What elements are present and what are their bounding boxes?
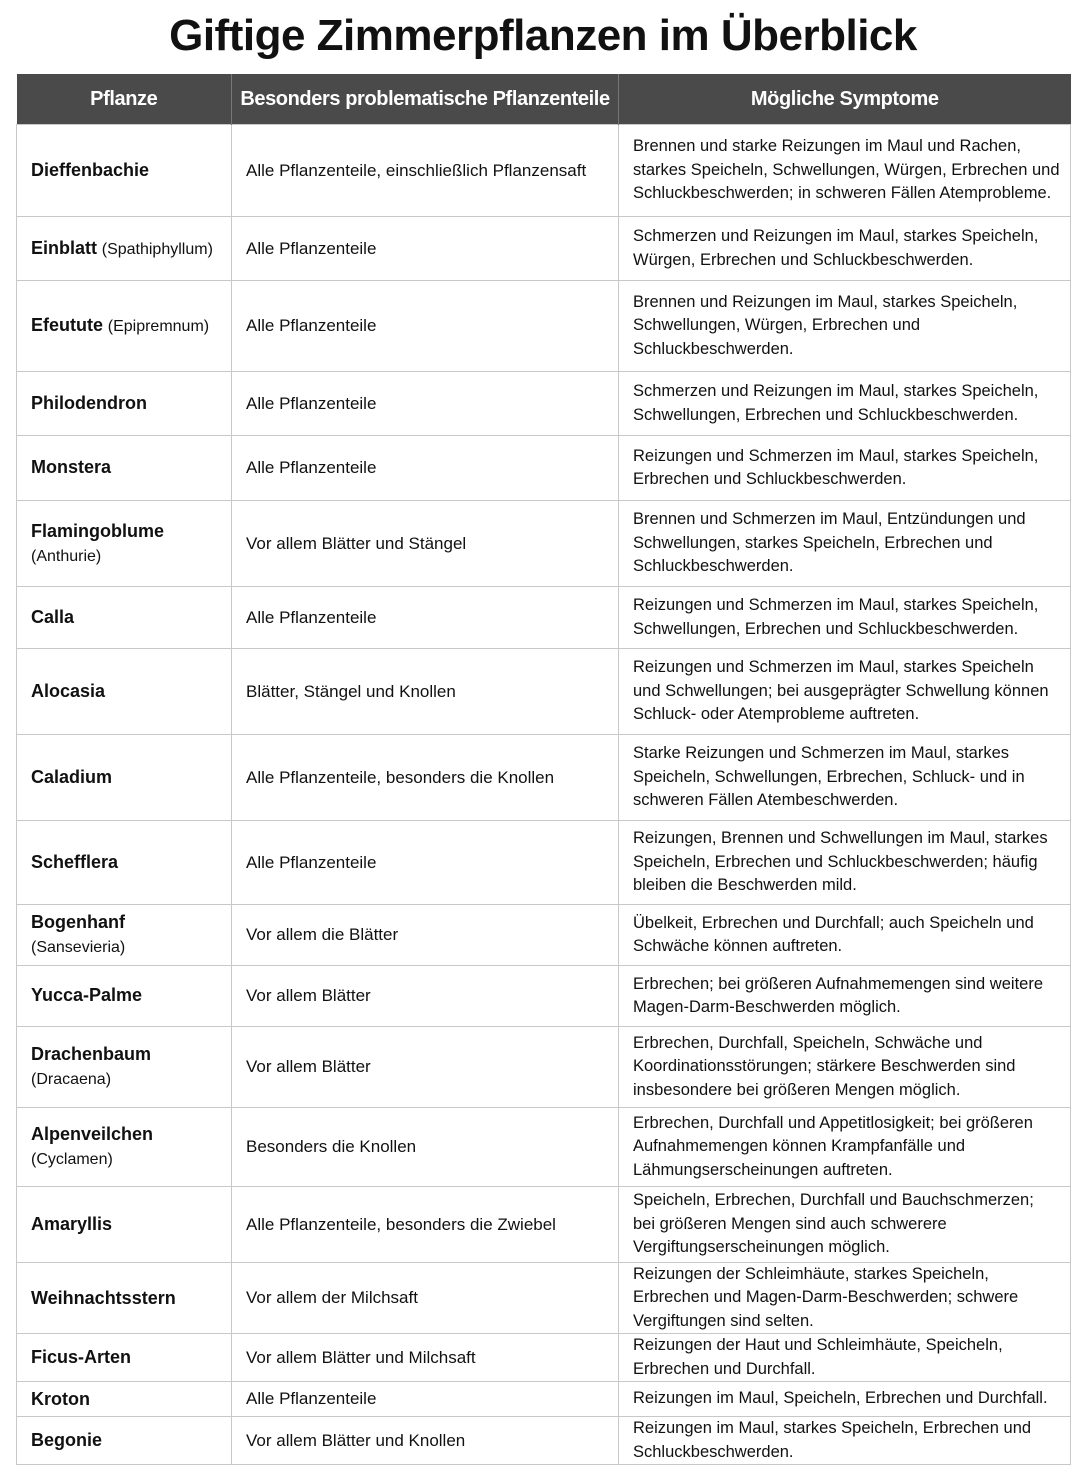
plant-parts-cell: Blätter, Stängel und Knollen (232, 649, 619, 735)
table-row (17, 1263, 1071, 1334)
symptoms-cell: Erbrechen; bei größeren Aufnahmemengen sind weitere Magen-Darm-Beschwerden möglich. (619, 966, 1071, 1027)
plant-cell (17, 436, 232, 501)
plant-cell (17, 735, 232, 821)
plant-latin-name: (Sansevieria) (31, 939, 126, 957)
plant-name: Yucca-Palme (31, 985, 143, 1006)
plant-cell (17, 1334, 232, 1382)
symptoms-cell: Starke Reizungen und Schmerzen im Maul, starkes Speicheln, Schwellungen, Erbrechen, Schluck- und in schweren Fällen Atembeschwerden. (619, 735, 1071, 821)
plant-name: Flamingoblume (31, 520, 165, 541)
plant-parts-cell: Alle Pflanzenteile, besonders die Zwiebel (232, 1187, 619, 1263)
table-row (17, 436, 1071, 501)
plant-latin-name: (Dracaena) (31, 1071, 112, 1089)
plant-parts-cell: Vor allem Blätter und Milchsaft (232, 1334, 619, 1382)
table-row (17, 217, 1071, 281)
table-row (17, 905, 1071, 966)
plant-parts-cell: Vor allem Blätter (232, 966, 619, 1027)
plant-name: Weihnachtsstern (31, 1287, 176, 1308)
plant-name: Kroton (31, 1388, 90, 1409)
header-parts: Besonders problematische Pflanzenteile (232, 74, 619, 125)
plant-latin-name: (Anthurie) (31, 547, 102, 565)
plant-name: Einblatt (31, 237, 97, 258)
plant-parts-cell: Alle Pflanzenteile (232, 1382, 619, 1417)
plant-name: Dieffenbachie (31, 159, 150, 180)
plant-name: Begonie (31, 1429, 103, 1450)
plant-name: Alpenveilchen (31, 1124, 154, 1145)
table-row (17, 1334, 1071, 1382)
plant-parts-cell: Vor allem Blätter (232, 1027, 619, 1108)
header-symptoms: Mögliche Symptome (619, 74, 1071, 125)
symptoms-cell: Reizungen im Maul, starkes Speicheln, Erbrechen und Schluckbeschwerden. (619, 1417, 1071, 1465)
plant-parts-cell: Alle Pflanzenteile (232, 217, 619, 281)
table-row (17, 735, 1071, 821)
table-row (17, 1382, 1071, 1417)
table-row (17, 1108, 1071, 1187)
plant-cell (17, 217, 232, 281)
plant-name: Efeutute (31, 315, 103, 336)
symptoms-cell: Brennen und Schmerzen im Maul, Entzündungen und Schwellungen, starkes Speicheln, Erbrechen und Schluckbeschwerden. (619, 501, 1071, 587)
symptoms-cell: Erbrechen, Durchfall, Speicheln, Schwäche und Koordinationsstörungen; stärkere Beschwerden sind insbesondere bei größeren Mengen möglich. (619, 1027, 1071, 1108)
plant-name: Monstera (31, 457, 112, 478)
table-row (17, 1417, 1071, 1465)
plant-cell (17, 372, 232, 436)
table-header-row (17, 74, 1071, 125)
plant-parts-cell: Vor allem die Blätter (232, 905, 619, 966)
plant-latin-name: (Epipremnum) (107, 318, 210, 336)
plant-name: Schefflera (31, 851, 119, 872)
plant-latin-name: (Spathiphyllum) (101, 240, 213, 258)
page-title: Giftige Zimmerpflanzen im Überblick (169, 11, 917, 60)
plant-cell (17, 821, 232, 905)
toxic-plants-table (16, 74, 1071, 1465)
plant-parts-cell: Alle Pflanzenteile, einschließlich Pflanzensaft (232, 125, 619, 217)
plant-parts-cell: Vor allem Blätter und Stängel (232, 501, 619, 587)
plant-cell (17, 905, 232, 966)
table-row (17, 281, 1071, 372)
plant-cell (17, 281, 232, 372)
header-plant: Pflanze (17, 74, 232, 125)
plant-cell (17, 649, 232, 735)
plant-name: Amaryllis (31, 1213, 113, 1234)
symptoms-cell: Reizungen im Maul, Speicheln, Erbrechen und Durchfall. (619, 1382, 1071, 1417)
table-row (17, 372, 1071, 436)
plant-cell (17, 125, 232, 217)
plant-name: Caladium (31, 766, 113, 787)
plant-name: Ficus-Arten (31, 1347, 132, 1368)
symptoms-cell: Schmerzen und Reizungen im Maul, starkes Speicheln, Schwellungen, Erbrechen und Schluckbeschwerden. (619, 372, 1071, 436)
plant-name: Alocasia (31, 680, 106, 701)
symptoms-cell: Reizungen, Brennen und Schwellungen im Maul, starkes Speicheln, Erbrechen und Schluckbeschwerden; häufig bleiben die Beschwerden mild. (619, 821, 1071, 905)
plant-parts-cell: Alle Pflanzenteile (232, 281, 619, 372)
plant-name: Calla (31, 606, 75, 627)
plant-cell (17, 1108, 232, 1187)
table-row (17, 649, 1071, 735)
table-row (17, 821, 1071, 905)
plant-parts-cell: Besonders die Knollen (232, 1108, 619, 1187)
plant-parts-cell: Alle Pflanzenteile (232, 436, 619, 501)
symptoms-cell: Schmerzen und Reizungen im Maul, starkes Speicheln, Würgen, Erbrechen und Schluckbeschwerden. (619, 217, 1071, 281)
symptoms-cell: Übelkeit, Erbrechen und Durchfall; auch Speicheln und Schwäche können auftreten. (619, 905, 1071, 966)
plant-latin-name: (Cyclamen) (31, 1151, 113, 1169)
symptoms-cell: Reizungen der Schleimhäute, starkes Speicheln, Erbrechen und Magen-Darm-Beschwerden; schwere Vergiftungen sind selten. (619, 1263, 1071, 1334)
plant-parts-cell: Alle Pflanzenteile (232, 587, 619, 649)
plant-cell (17, 1187, 232, 1263)
symptoms-cell: Reizungen und Schmerzen im Maul, starkes Speicheln, Erbrechen und Schluckbeschwerden. (619, 436, 1071, 501)
plant-cell (17, 1417, 232, 1465)
plant-parts-cell: Alle Pflanzenteile, besonders die Knollen (232, 735, 619, 821)
plant-parts-cell: Alle Pflanzenteile (232, 372, 619, 436)
plant-cell (17, 1382, 232, 1417)
symptoms-cell: Brennen und Reizungen im Maul, starkes Speicheln, Schwellungen, Würgen, Erbrechen und Schluckbeschwerden. (619, 281, 1071, 372)
plant-cell (17, 501, 232, 587)
symptoms-cell: Reizungen der Haut und Schleimhäute, Speicheln, Erbrechen und Durchfall. (619, 1334, 1071, 1382)
plant-name: Bogenhanf (31, 912, 125, 933)
symptoms-cell: Reizungen und Schmerzen im Maul, starkes Speicheln und Schwellungen; bei ausgeprägter Schwellung können Schluck- oder Atemprobleme auftreten. (619, 649, 1071, 735)
plant-cell (17, 966, 232, 1027)
table-row (17, 501, 1071, 587)
table-row (17, 1187, 1071, 1263)
plant-cell (17, 1027, 232, 1108)
symptoms-cell: Speicheln, Erbrechen, Durchfall und Bauchschmerzen; bei größeren Mengen sind auch schwerere Vergiftungserscheinungen möglich. (619, 1187, 1071, 1263)
plant-parts-cell: Alle Pflanzenteile (232, 821, 619, 905)
plant-parts-cell: Vor allem der Milchsaft (232, 1263, 619, 1334)
plant-cell (17, 1263, 232, 1334)
table-row (17, 1027, 1071, 1108)
symptoms-cell: Brennen und starke Reizungen im Maul und Rachen, starkes Speicheln, Schwellungen, Würgen, Erbrechen und Schluckbeschwerden; in schweren Fällen Atemprobleme. (619, 125, 1071, 217)
plant-cell (17, 587, 232, 649)
plant-name: Drachenbaum (31, 1044, 152, 1065)
symptoms-cell: Reizungen und Schmerzen im Maul, starkes Speicheln, Schwellungen, Erbrechen und Schluckbeschwerden. (619, 587, 1071, 649)
table-body (17, 125, 1071, 1465)
plant-name: Philodendron (31, 392, 147, 413)
symptoms-cell: Erbrechen, Durchfall und Appetitlosigkeit; bei größeren Aufnahmemengen können Krampfanfälle und Lähmungserscheinungen auftreten. (619, 1108, 1071, 1187)
plant-parts-cell: Vor allem Blätter und Knollen (232, 1417, 619, 1465)
table-row (17, 125, 1071, 217)
table-row (17, 587, 1071, 649)
table-row (17, 966, 1071, 1027)
